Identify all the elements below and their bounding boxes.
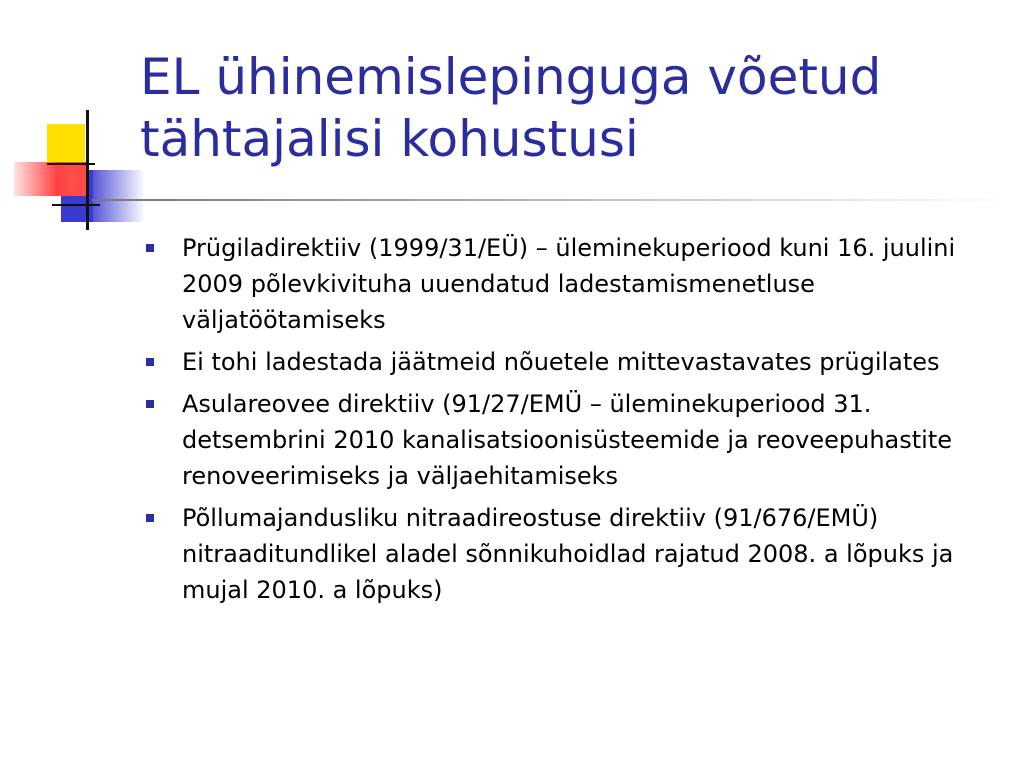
horizontal-crosshair-line-top xyxy=(47,163,95,165)
slide-title: EL ühinemislepinguga võetud tähtajalisi kohustusi xyxy=(140,48,882,168)
square-bullet-icon xyxy=(146,400,154,408)
bullet-item xyxy=(140,230,1000,338)
bullet-item xyxy=(140,386,1000,494)
vertical-crosshair-line xyxy=(86,110,89,230)
red-square-decoration xyxy=(76,162,86,196)
bullet-text: Põllumajandusliku nitraadireostuse direktiiv (91/676/EMÜ) nitraaditundlikel aladel sõnnikuhoidlad rajatud 2008. a lõpuks ja mujal 2010. a lõpuks) xyxy=(182,504,954,604)
yellow-square-decoration xyxy=(47,124,85,162)
blue-gradient-decoration xyxy=(93,170,145,222)
title-underline-rule xyxy=(92,199,1012,201)
bullet-text: Asulareovee direktiiv (91/27/EMÜ – üleminekuperiood 31. detsembrini 2010 kanalisatsioonisüsteemide ja reoveepuhastite renoveerimiseks ja väljaehitamiseks xyxy=(182,390,953,490)
square-bullet-icon xyxy=(146,244,154,252)
bullet-list xyxy=(140,230,1000,614)
bullet-text: Prügiladirektiiv (1999/31/EÜ) – üleminekuperiood kuni 16. juulini 2009 põlevkivituha uuendatud ladestamismenetluse väljatöötamiseks xyxy=(182,234,956,334)
square-bullet-icon xyxy=(146,514,154,522)
red-gradient-decoration xyxy=(14,162,76,196)
horizontal-crosshair-line-bottom xyxy=(52,204,100,206)
bullet-item xyxy=(140,344,1000,380)
square-bullet-icon xyxy=(146,358,154,366)
bullet-item xyxy=(140,500,1000,608)
bullet-text: Ei tohi ladestada jäätmeid nõuetele mittevastavates prügilates xyxy=(182,348,940,376)
